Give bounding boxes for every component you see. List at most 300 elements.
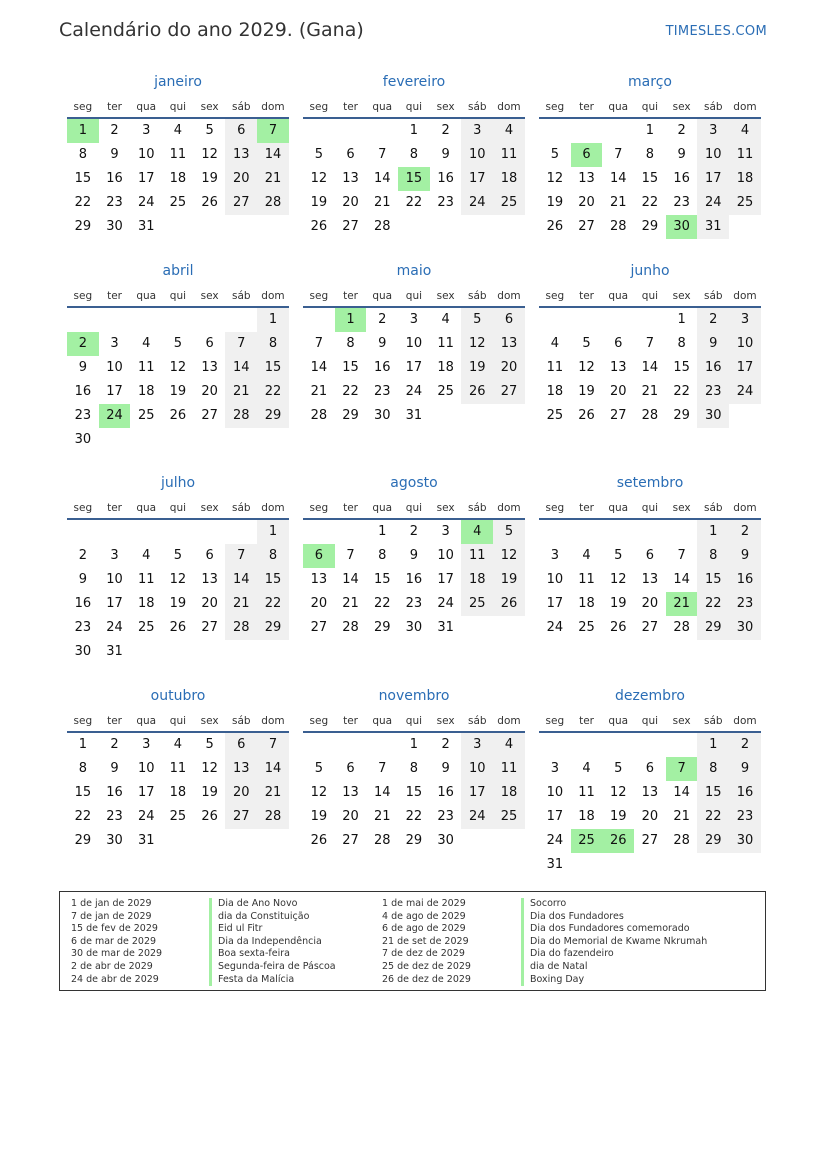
holiday-day-cell: 6 xyxy=(571,143,603,167)
empty-cell xyxy=(67,308,99,332)
week-row xyxy=(303,781,525,805)
day-cell: 11 xyxy=(169,147,187,162)
month-name: janeiro xyxy=(154,74,202,90)
weekday-label: dom xyxy=(497,502,521,514)
weekend-day-cell: 9 xyxy=(729,544,761,568)
legend-date: 4 de ago de 2029 xyxy=(382,910,466,922)
empty-cell xyxy=(162,215,194,239)
week-row xyxy=(67,757,289,781)
weekend-day-cell: 3 xyxy=(729,308,761,332)
day-cell: 7 xyxy=(677,548,686,563)
weekday-label: qui xyxy=(405,502,423,514)
day-cell: 27 xyxy=(201,408,218,423)
empty-cell xyxy=(162,640,194,664)
day-cell: 14 xyxy=(373,785,391,800)
day-cell: 6 xyxy=(346,147,355,162)
weekend-day-cell: 27 xyxy=(225,191,257,215)
day-cell: 7 xyxy=(645,336,655,351)
day-cell: 30 xyxy=(437,833,454,848)
day-cell: 28 xyxy=(373,219,391,234)
empty-cell xyxy=(430,215,462,239)
week-row xyxy=(303,616,525,640)
day-cell: 19 xyxy=(609,809,627,824)
weekday-label: qui xyxy=(405,715,423,727)
empty-cell xyxy=(539,520,571,544)
empty-cell xyxy=(634,853,666,877)
day-cell: 7 xyxy=(378,147,387,162)
day-cell: 13 xyxy=(310,572,328,587)
empty-cell xyxy=(130,640,162,664)
week-row xyxy=(303,592,525,616)
site-logo-link[interactable]: TIMESLES.COM xyxy=(665,24,767,39)
day-cell: 5 xyxy=(314,761,323,776)
weekday-label: sáb xyxy=(467,715,487,727)
day-cell: 3 xyxy=(142,737,151,752)
day-cell: 24 xyxy=(137,809,155,824)
weekday-label: seg xyxy=(309,502,329,514)
day-cell: 11 xyxy=(169,761,187,776)
month-outubro xyxy=(67,686,289,853)
week-row xyxy=(539,332,761,356)
day-cell: 5 xyxy=(550,147,559,162)
holiday-day-cell: 1 xyxy=(67,119,99,143)
day-cell: 7 xyxy=(314,336,323,351)
weekday-label: ter xyxy=(579,290,594,302)
day-cell: 23 xyxy=(405,596,423,611)
weekend-day-cell: 23 xyxy=(697,380,729,404)
day-cell: 26 xyxy=(169,620,187,635)
day-cell: 22 xyxy=(405,195,423,210)
day-cell: 18 xyxy=(578,596,595,611)
legend-date: 1 de mai de 2029 xyxy=(382,898,466,909)
weekend-day-cell: 15 xyxy=(697,568,729,592)
weekday-label: ter xyxy=(579,502,594,514)
day-cell: 1 xyxy=(78,737,87,752)
day-cell: 4 xyxy=(582,761,591,776)
day-cell: 10 xyxy=(437,548,454,563)
weekend-day-cell: 16 xyxy=(729,781,761,805)
weekend-day-cell: 15 xyxy=(697,781,729,805)
day-cell: 27 xyxy=(342,833,359,848)
day-cell: 29 xyxy=(342,408,359,423)
weekday-label: qui xyxy=(641,290,659,302)
day-cell: 27 xyxy=(641,620,659,635)
weekend-day-cell: 4 xyxy=(729,119,761,143)
day-cell: 31 xyxy=(106,644,123,659)
day-cell: 15 xyxy=(373,572,391,587)
day-cell: 22 xyxy=(641,195,659,210)
day-cell: 25 xyxy=(169,809,187,824)
day-cell: 8 xyxy=(409,147,419,162)
empty-cell xyxy=(335,520,367,544)
empty-cell xyxy=(303,119,335,143)
week-row xyxy=(539,853,761,877)
weekend-day-cell: 1 xyxy=(697,520,729,544)
day-cell: 14 xyxy=(373,171,391,186)
day-cell: 17 xyxy=(405,360,423,375)
day-cell: 10 xyxy=(106,360,123,375)
day-cell: 22 xyxy=(373,596,391,611)
day-cell: 11 xyxy=(437,336,454,351)
weekend-day-cell: 26 xyxy=(493,592,525,616)
empty-cell xyxy=(162,308,194,332)
month-name: abril xyxy=(162,263,194,279)
weekday-header xyxy=(539,97,761,119)
day-cell: 17 xyxy=(137,171,155,186)
weekend-day-cell: 22 xyxy=(257,592,289,616)
day-cell: 18 xyxy=(437,360,454,375)
weekday-label: qua xyxy=(136,502,157,514)
month-dezembro xyxy=(539,686,761,877)
day-cell: 1 xyxy=(409,737,419,752)
day-cell: 9 xyxy=(78,360,87,375)
day-cell: 20 xyxy=(609,384,627,399)
weekday-label: qua xyxy=(372,101,393,113)
day-cell: 21 xyxy=(373,809,391,824)
day-cell: 31 xyxy=(137,219,155,234)
day-cell: 11 xyxy=(578,785,595,800)
day-cell: 4 xyxy=(142,336,151,351)
weekday-label: seg xyxy=(73,101,93,113)
day-cell: 30 xyxy=(106,219,123,234)
empty-cell xyxy=(130,428,162,452)
day-cell: 8 xyxy=(346,336,355,351)
day-cell: 11 xyxy=(137,572,155,587)
week-row xyxy=(539,143,761,167)
day-cell: 19 xyxy=(169,596,187,611)
day-cell: 27 xyxy=(641,833,659,848)
day-cell: 7 xyxy=(378,761,387,776)
weekend-day-cell: 8 xyxy=(257,544,289,568)
month-setembro xyxy=(539,473,761,640)
day-cell: 13 xyxy=(201,360,218,375)
week-row xyxy=(67,428,289,452)
weekend-day-cell: 6 xyxy=(493,308,525,332)
weekend-day-cell: 22 xyxy=(257,380,289,404)
weekend-day-cell: 7 xyxy=(257,733,289,757)
empty-cell xyxy=(493,829,525,853)
week-row xyxy=(539,308,761,332)
legend-date: 1 de jan de 2029 xyxy=(71,898,152,909)
week-row xyxy=(303,215,525,239)
day-cell: 3 xyxy=(409,312,419,327)
week-row xyxy=(539,356,761,380)
weekend-day-cell: 30 xyxy=(697,404,729,428)
weekday-label: seg xyxy=(309,101,329,113)
weekend-day-cell: 24 xyxy=(697,191,729,215)
weekday-label: dom xyxy=(497,290,521,302)
empty-cell xyxy=(335,733,367,757)
weekday-label: ter xyxy=(579,715,594,727)
weekday-label: sex xyxy=(672,715,691,727)
day-cell: 5 xyxy=(614,548,623,563)
day-cell: 10 xyxy=(546,572,564,587)
day-cell: 19 xyxy=(201,171,218,186)
weekday-label: sáb xyxy=(703,290,723,302)
empty-cell xyxy=(602,119,634,143)
legend-holiday-name: Dia dos Fundadores comemorado xyxy=(521,923,707,936)
week-row xyxy=(67,332,289,356)
month-name: fevereiro xyxy=(382,74,446,90)
weekend-day-cell: 18 xyxy=(729,167,761,191)
week-row xyxy=(67,829,289,853)
day-cell: 23 xyxy=(74,408,92,423)
day-cell: 29 xyxy=(74,219,92,234)
day-cell: 13 xyxy=(641,785,659,800)
empty-cell xyxy=(697,853,729,877)
legend-date: 24 de abr de 2029 xyxy=(71,973,159,985)
day-cell: 21 xyxy=(673,809,690,824)
empty-cell xyxy=(225,640,257,664)
holiday-day-cell: 30 xyxy=(666,215,698,239)
weekend-day-cell: 2 xyxy=(697,308,729,332)
day-cell: 26 xyxy=(609,620,627,635)
day-cell: 17 xyxy=(137,785,155,800)
empty-cell xyxy=(571,119,603,143)
legend-holiday-name: Dia de Ano Novo xyxy=(209,898,336,911)
empty-cell xyxy=(493,215,525,239)
holiday-legend xyxy=(59,891,766,991)
weekend-day-cell: 24 xyxy=(461,805,493,829)
holiday-day-cell: 7 xyxy=(666,757,698,781)
weekend-day-cell: 1 xyxy=(257,520,289,544)
week-row xyxy=(303,733,525,757)
weekend-day-cell: 25 xyxy=(493,805,525,829)
day-cell: 9 xyxy=(409,548,419,563)
weekday-label: sáb xyxy=(703,502,723,514)
weekday-header xyxy=(67,711,289,733)
empty-cell xyxy=(225,308,257,332)
empty-cell xyxy=(602,520,634,544)
day-cell: 22 xyxy=(673,384,690,399)
day-cell: 24 xyxy=(546,620,564,635)
day-cell: 4 xyxy=(582,548,591,563)
empty-cell xyxy=(225,520,257,544)
day-cell: 29 xyxy=(373,620,391,635)
day-cell: 2 xyxy=(110,737,119,752)
month-novembro xyxy=(303,686,525,853)
legend-holiday-name: Boxing Day xyxy=(521,974,707,987)
week-row xyxy=(67,191,289,215)
day-cell: 26 xyxy=(310,833,328,848)
day-cell: 6 xyxy=(205,548,214,563)
day-cell: 28 xyxy=(310,408,328,423)
weekend-day-cell: 3 xyxy=(697,119,729,143)
weekend-day-cell: 14 xyxy=(257,757,289,781)
day-cell: 19 xyxy=(169,384,187,399)
empty-cell xyxy=(194,520,226,544)
weekday-label: dom xyxy=(497,101,521,113)
day-cell: 2 xyxy=(677,123,686,138)
day-cell: 24 xyxy=(437,596,454,611)
weekend-day-cell: 15 xyxy=(257,568,289,592)
empty-cell xyxy=(461,215,493,239)
day-cell: 3 xyxy=(142,123,151,138)
weekend-day-cell: 10 xyxy=(729,332,761,356)
legend-date: 2 de abr de 2029 xyxy=(71,960,153,972)
week-row xyxy=(303,332,525,356)
empty-cell xyxy=(162,829,194,853)
empty-cell xyxy=(366,733,398,757)
day-cell: 26 xyxy=(201,195,218,210)
legend-date: 15 de fev de 2029 xyxy=(71,923,158,935)
weekday-header xyxy=(539,498,761,520)
empty-cell xyxy=(162,520,194,544)
weekday-label: qui xyxy=(169,290,187,302)
weekend-day-cell: 6 xyxy=(225,119,257,143)
day-cell: 30 xyxy=(106,833,123,848)
weekday-label: qua xyxy=(372,715,393,727)
day-cell: 24 xyxy=(137,195,155,210)
day-cell: 28 xyxy=(673,620,690,635)
day-cell: 28 xyxy=(342,620,359,635)
week-row xyxy=(67,805,289,829)
weekday-label: dom xyxy=(261,290,285,302)
weekday-label: qua xyxy=(372,502,393,514)
day-cell: 21 xyxy=(641,384,659,399)
week-row xyxy=(67,380,289,404)
legend-holiday-name: Dia do Memorial de Kwame Nkrumah xyxy=(521,936,707,949)
day-cell: 28 xyxy=(673,833,690,848)
day-cell: 23 xyxy=(373,384,391,399)
week-row xyxy=(303,143,525,167)
day-cell: 8 xyxy=(645,147,655,162)
weekend-day-cell: 28 xyxy=(257,805,289,829)
day-cell: 31 xyxy=(405,408,423,423)
weekend-day-cell: 6 xyxy=(225,733,257,757)
weekend-day-cell: 20 xyxy=(493,356,525,380)
empty-cell xyxy=(194,308,226,332)
day-cell: 15 xyxy=(342,360,359,375)
day-cell: 14 xyxy=(310,360,328,375)
legend-holiday-name: Socorro xyxy=(521,898,707,911)
empty-cell xyxy=(571,520,603,544)
day-cell: 5 xyxy=(614,761,623,776)
weekday-label: sex xyxy=(200,715,219,727)
day-cell: 1 xyxy=(409,123,419,138)
empty-cell xyxy=(666,733,698,757)
empty-cell xyxy=(729,215,761,239)
day-cell: 18 xyxy=(578,809,595,824)
day-cell: 11 xyxy=(546,360,564,375)
day-cell: 5 xyxy=(205,123,214,138)
week-row xyxy=(67,520,289,544)
weekday-label: qua xyxy=(136,290,157,302)
weekday-label: ter xyxy=(343,715,358,727)
empty-cell xyxy=(99,520,131,544)
weekend-day-cell: 8 xyxy=(697,544,729,568)
day-cell: 13 xyxy=(201,572,218,587)
day-cell: 18 xyxy=(169,785,187,800)
weekday-label: dom xyxy=(497,715,521,727)
weekend-day-cell: 19 xyxy=(461,356,493,380)
week-row xyxy=(67,544,289,568)
empty-cell xyxy=(225,829,257,853)
empty-cell xyxy=(634,308,666,332)
empty-cell xyxy=(634,520,666,544)
weekend-day-cell: 30 xyxy=(729,829,761,853)
day-cell: 14 xyxy=(673,572,690,587)
day-cell: 13 xyxy=(609,360,627,375)
week-row xyxy=(67,308,289,332)
day-cell: 2 xyxy=(441,737,450,752)
day-cell: 25 xyxy=(437,384,454,399)
empty-cell xyxy=(666,520,698,544)
day-cell: 12 xyxy=(310,785,328,800)
week-row xyxy=(303,544,525,568)
holiday-day-cell: 6 xyxy=(303,544,335,568)
day-cell: 27 xyxy=(609,408,627,423)
weekday-label: sex xyxy=(200,101,219,113)
month-março xyxy=(539,72,761,239)
day-cell: 18 xyxy=(169,171,187,186)
weekend-day-cell: 9 xyxy=(729,757,761,781)
weekend-day-cell: 17 xyxy=(461,781,493,805)
day-cell: 16 xyxy=(437,785,454,800)
day-cell: 14 xyxy=(342,572,359,587)
weekend-day-cell: 20 xyxy=(225,781,257,805)
legend-holiday-name: Eid ul Fitr xyxy=(209,923,336,936)
day-cell: 20 xyxy=(342,195,359,210)
week-row xyxy=(539,805,761,829)
day-cell: 18 xyxy=(137,384,155,399)
day-cell: 29 xyxy=(74,833,92,848)
day-cell: 7 xyxy=(346,548,355,563)
weekend-day-cell: 25 xyxy=(729,191,761,215)
day-cell: 3 xyxy=(550,548,559,563)
day-cell: 14 xyxy=(673,785,690,800)
empty-cell xyxy=(461,616,493,640)
day-cell: 27 xyxy=(578,219,595,234)
empty-cell xyxy=(571,853,603,877)
day-cell: 22 xyxy=(342,384,359,399)
week-row xyxy=(67,616,289,640)
day-cell: 18 xyxy=(546,384,564,399)
weekday-label: sáb xyxy=(467,502,487,514)
day-cell: 12 xyxy=(609,785,627,800)
day-cell: 10 xyxy=(405,336,423,351)
weekday-label: qui xyxy=(641,101,659,113)
legend-holiday-name: Dia da Independência xyxy=(209,936,336,949)
holiday-day-cell: 24 xyxy=(99,404,131,428)
holiday-day-cell: 4 xyxy=(461,520,493,544)
weekday-label: ter xyxy=(579,101,594,113)
weekday-label: ter xyxy=(107,502,122,514)
holiday-day-cell: 21 xyxy=(666,592,698,616)
day-cell: 2 xyxy=(110,123,119,138)
weekend-day-cell: 4 xyxy=(493,733,525,757)
week-row xyxy=(303,308,525,332)
month-name: julho xyxy=(160,475,196,491)
week-row xyxy=(67,640,289,664)
empty-cell xyxy=(194,215,226,239)
weekday-label: sex xyxy=(436,502,455,514)
day-cell: 17 xyxy=(546,809,564,824)
weekend-day-cell: 14 xyxy=(257,143,289,167)
empty-cell xyxy=(430,404,462,428)
day-cell: 1 xyxy=(378,524,387,539)
day-cell: 20 xyxy=(342,809,359,824)
day-cell: 14 xyxy=(609,171,627,186)
weekend-day-cell: 18 xyxy=(493,167,525,191)
day-cell: 23 xyxy=(437,809,454,824)
weekday-label: sex xyxy=(672,502,691,514)
empty-cell xyxy=(539,119,571,143)
month-name: maio xyxy=(396,263,432,279)
day-cell: 18 xyxy=(137,596,155,611)
weekend-day-cell: 7 xyxy=(225,544,257,568)
week-row xyxy=(539,544,761,568)
